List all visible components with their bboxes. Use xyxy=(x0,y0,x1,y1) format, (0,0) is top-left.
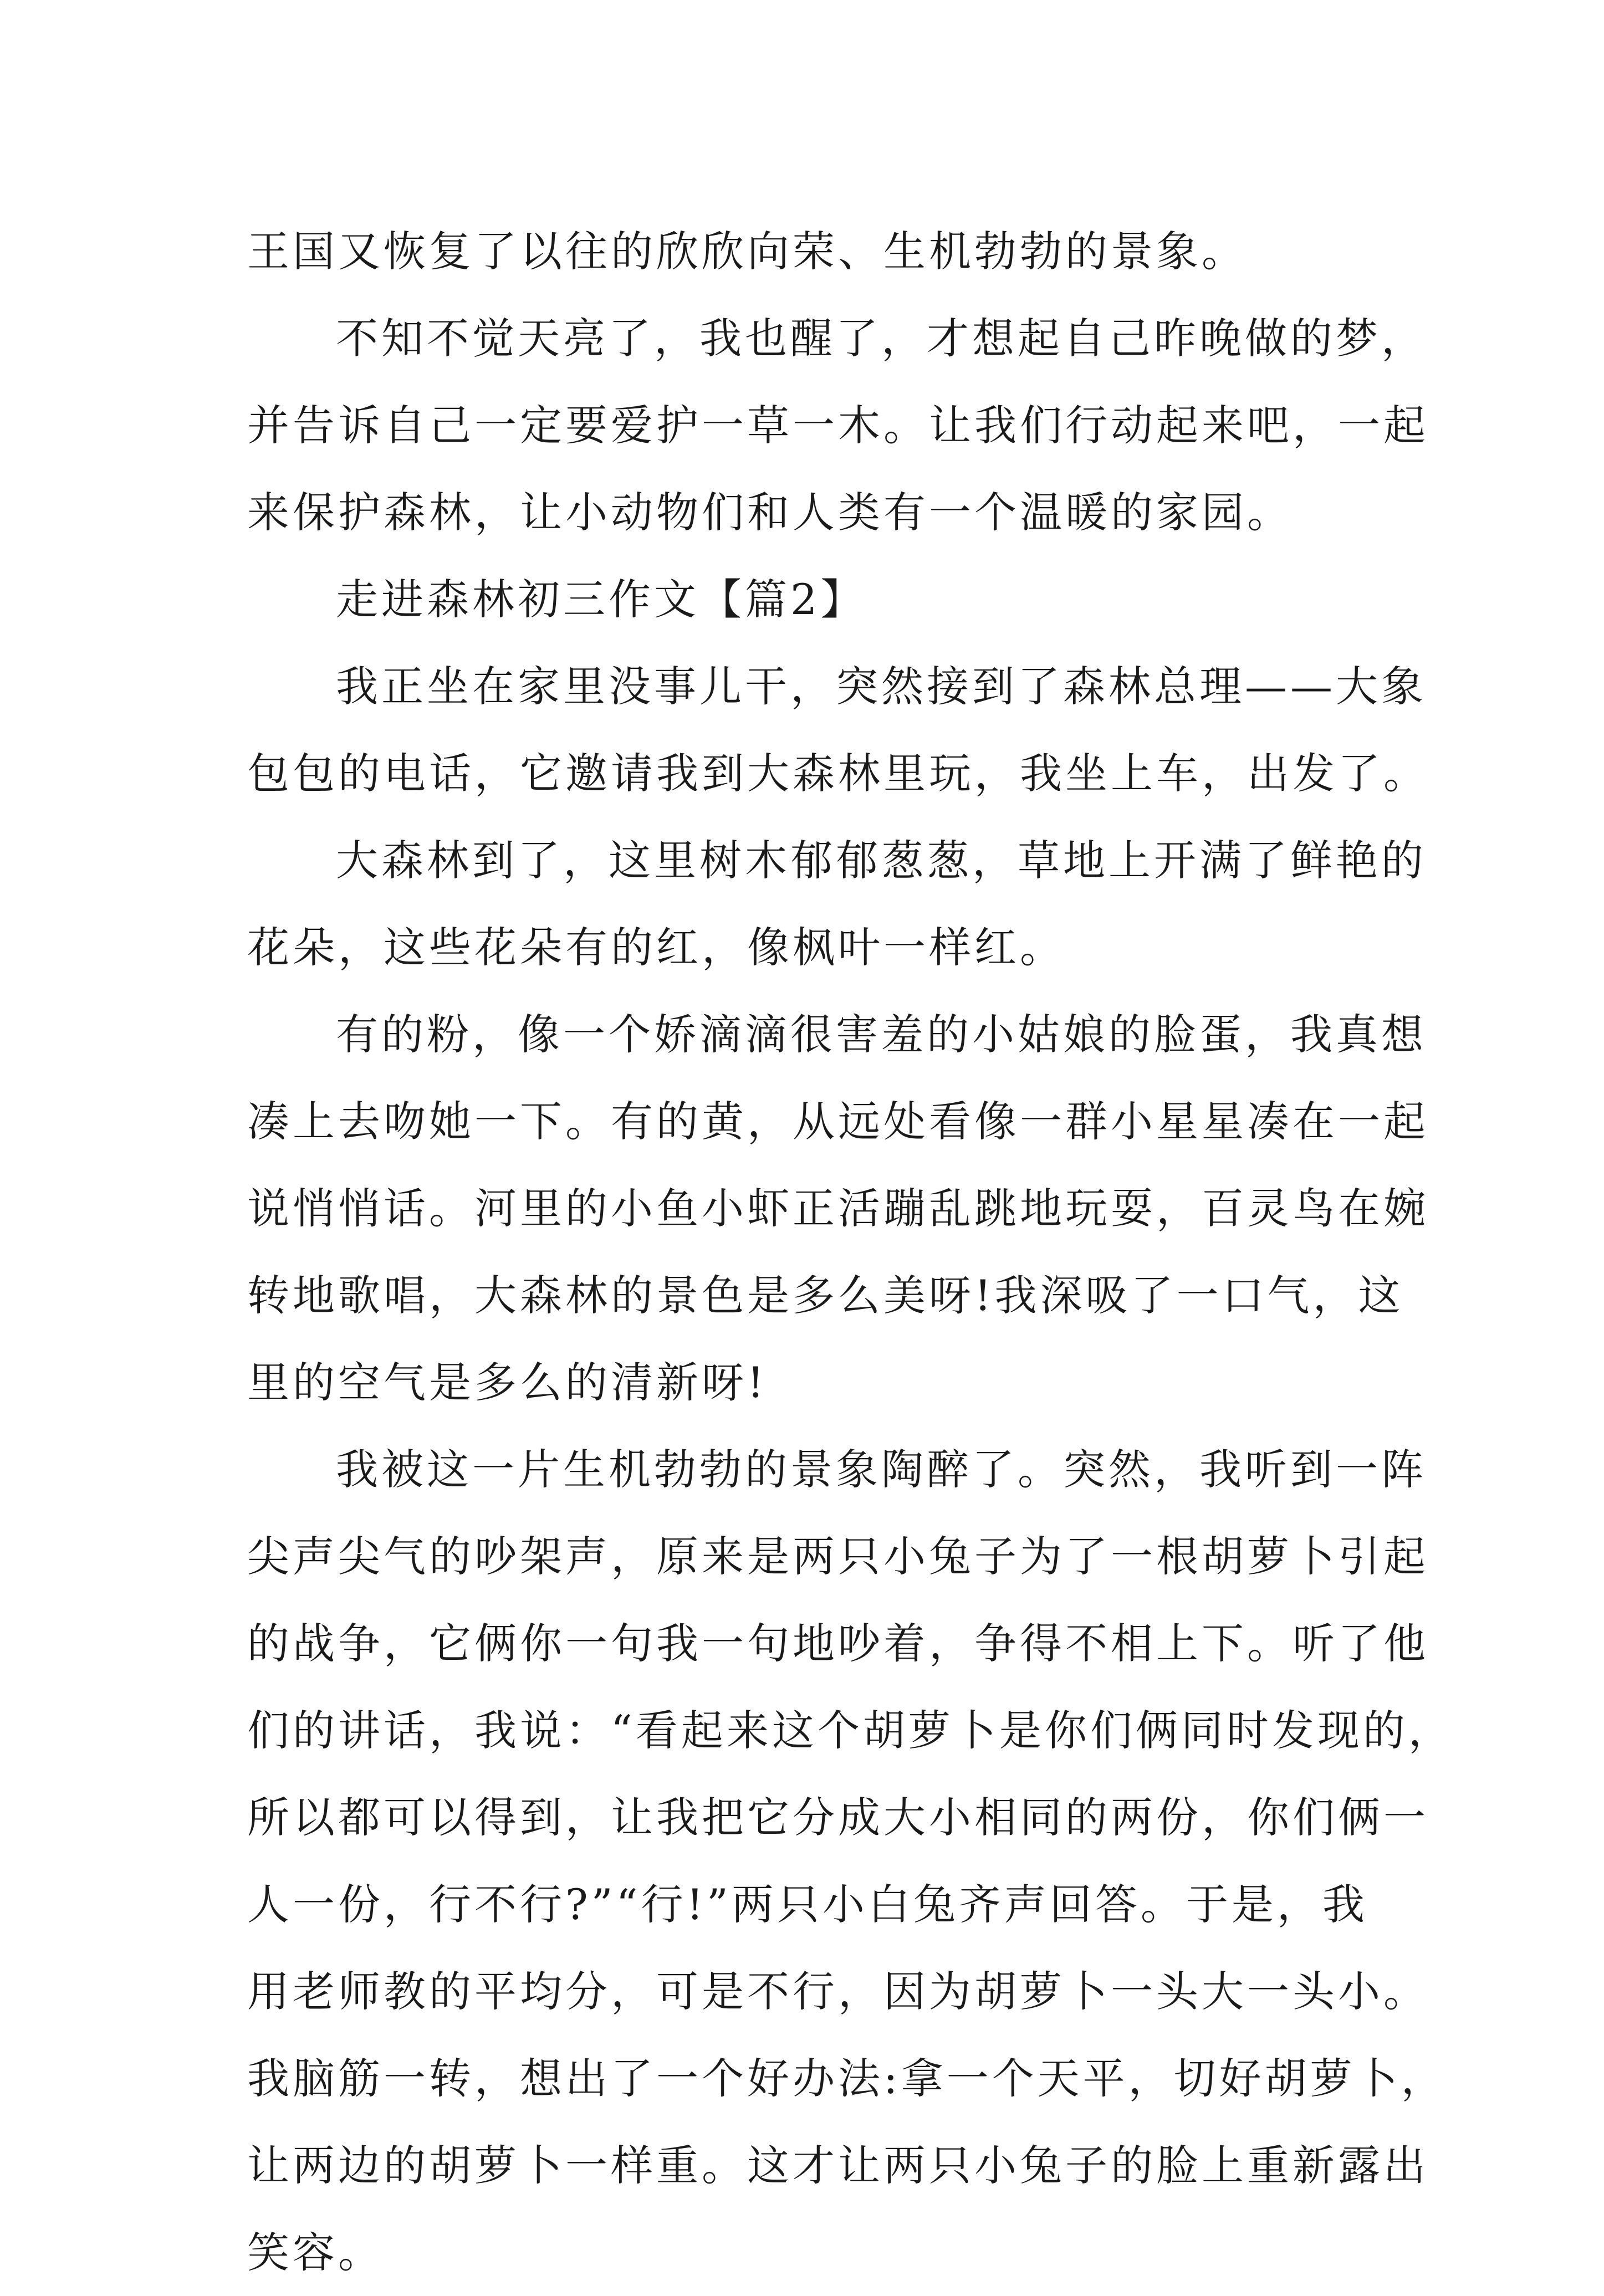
text-line: 里的空气是多么的清新呀! xyxy=(247,1358,768,1407)
section-heading: 走进森林初三作文【篇2】 xyxy=(336,575,866,624)
text-line: 转地歌唱，大森林的景色是多么美呀!我深吸了一口气，这 xyxy=(247,1271,1404,1320)
text-line: 花朵，这些花朵有的红，像枫叶一样红。 xyxy=(247,923,1065,972)
text-line: 王国又恢复了以往的欣欣向荣、生机勃勃的景象。 xyxy=(247,227,1247,276)
text-line: 用老师教的平均分，可是不行，因为胡萝卜一头大一头小。 xyxy=(247,1967,1429,2016)
text-line: 人一份，行不行?”“行!”两只小白兔齐声回答。于是，我 xyxy=(247,1880,1368,1929)
text-line: 来保护森林，让小动物们和人类有一个温暖的家园。 xyxy=(247,488,1293,537)
text-line: 笑容。 xyxy=(247,2228,384,2277)
text-line: 并告诉自己一定要爱护一草一木。让我们行动起来吧，一起 xyxy=(247,401,1429,450)
text-line: 们的讲话，我说：“看起来这个胡萝卜是你们俩同时发现的， xyxy=(247,1706,1454,1755)
essay-body xyxy=(247,208,1454,2296)
text-line: 说悄悄话。河里的小鱼小虾正活蹦乱跳地玩耍，百灵鸟在婉 xyxy=(247,1184,1429,1233)
text-line: 的战争，它俩你一句我一句地吵着，争得不相上下。听了他 xyxy=(247,1619,1429,1668)
text-line: 不知不觉天亮了，我也醒了，才想起自己昨晚做的梦， xyxy=(336,314,1427,363)
text-line: 大森林到了，这里树木郁郁葱葱，草地上开满了鲜艳的 xyxy=(336,836,1427,885)
text-line: 所以都可以得到，让我把它分成大小相同的两份，你们俩一 xyxy=(247,1793,1429,1842)
text-line: 让两边的胡萝卜一样重。这才让两只小兔子的脸上重新露出 xyxy=(247,2141,1429,2190)
text-line: 我被这一片生机勃勃的景象陶醉了。突然，我听到一阵 xyxy=(336,1445,1427,1494)
text-line: 包包的电话，它邀请我到大森林里玩，我坐上车，出发了。 xyxy=(247,749,1429,798)
text-line: 有的粉，像一个娇滴滴很害羞的小姑娘的脸蛋，我真想 xyxy=(336,1010,1427,1059)
text-line: 我脑筋一转，想出了一个好办法:拿一个天平，切好胡萝卜， xyxy=(247,2054,1447,2103)
text-line: 我正坐在家里没事儿干，突然接到了森林总理——大象 xyxy=(336,662,1427,711)
text-line: 凑上去吻她一下。有的黄，从远处看像一群小星星凑在一起 xyxy=(247,1097,1429,1146)
text-line: 尖声尖气的吵架声，原来是两只小兔子为了一根胡萝卜引起 xyxy=(247,1532,1429,1581)
